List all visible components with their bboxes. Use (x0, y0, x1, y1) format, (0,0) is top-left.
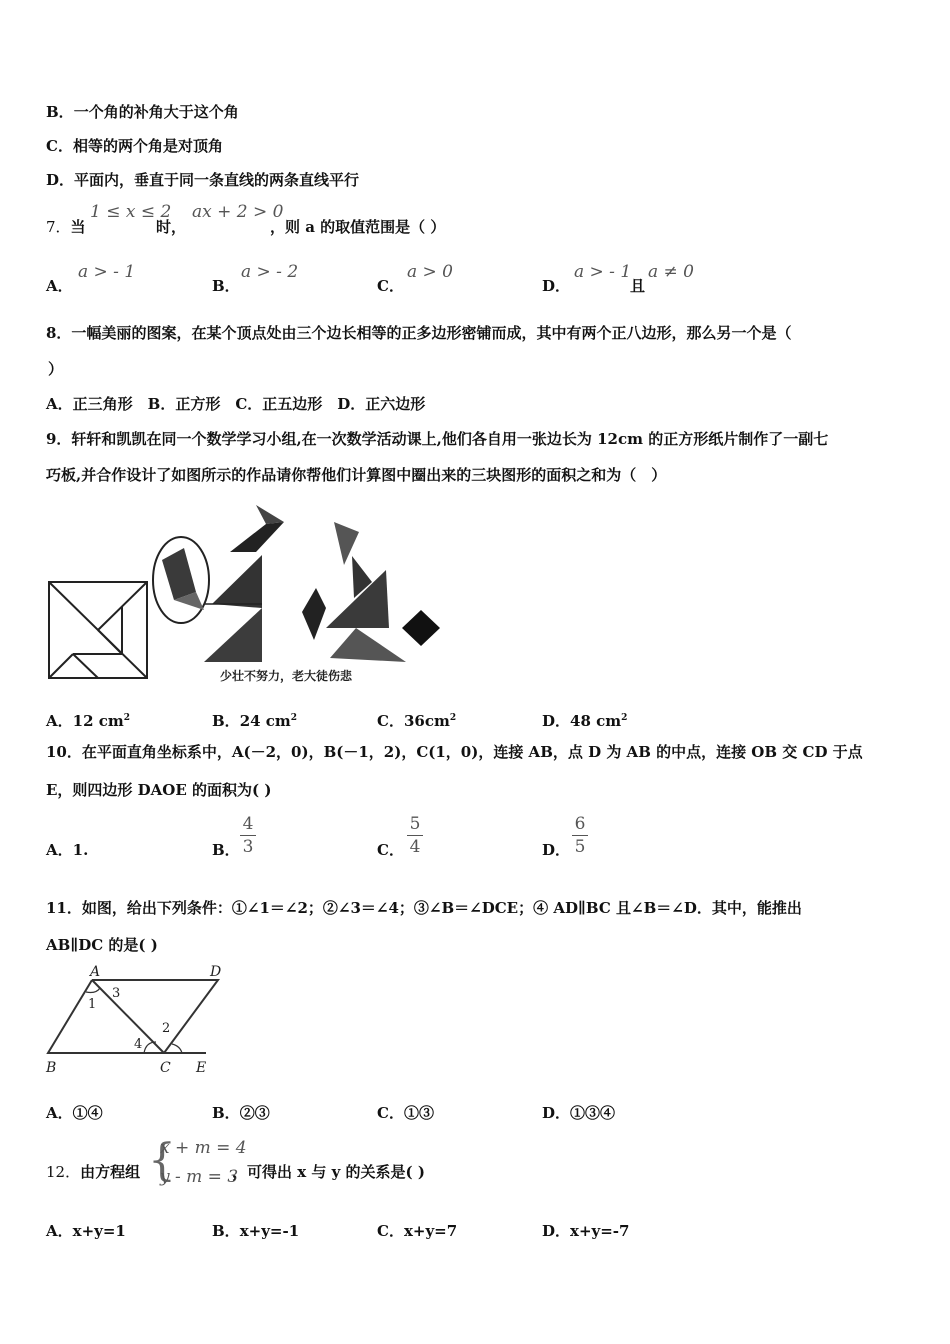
q9-option-a: A．12 $cm^2$ (46, 712, 131, 730)
figure2-arm (302, 588, 326, 640)
q12-stem-end: ，可得出 x 与 y 的关系是( ) (232, 1163, 425, 1181)
q11-option-d: D．①③④ (542, 1104, 616, 1122)
label-e: E (196, 1060, 207, 1076)
tangram-caption: 少壮不努力，老大徒伤悲 (220, 669, 353, 683)
label-c: C (160, 1060, 171, 1076)
figure1-neck (230, 522, 284, 552)
angle-2: 2 (162, 1021, 171, 1036)
q9-option-d: D．48 $cm^2$ (542, 712, 628, 730)
q10-option-b-letter: B． (212, 841, 240, 859)
q7-option-c-letter: C． (377, 277, 404, 295)
q11-stem-line2: AB∥DC 的是( ) (46, 936, 158, 954)
q10-option-b-fraction: 4 3 (238, 814, 258, 857)
parallelogram-figure (40, 960, 230, 1080)
q10-option-c-letter: C． (377, 841, 404, 859)
q12-option-a: A．x+y=1 (46, 1222, 126, 1240)
q8-stem-line1: 8．一幅美丽的图案，在某个顶点处由三个边长相等的正多边形密铺而成，其中有两个正八边形，那么另一个是（ (46, 324, 792, 342)
q12-option-d: D．x+y=-7 (542, 1222, 630, 1240)
q7-option-d-and: 且 (630, 277, 646, 295)
label-d: D (210, 964, 222, 980)
q11-option-b: B．②③ (212, 1104, 270, 1122)
q12-equation-2: y - m = 3 (160, 1167, 239, 1187)
q7-option-b-math: a > - 2 (241, 262, 299, 282)
figure1-head (256, 505, 284, 524)
tangram-square (49, 582, 147, 678)
q7-option-c-math: a > 0 (407, 262, 454, 282)
q7-option-d-math: a > - 1 (574, 262, 632, 282)
figure1-body-upper (212, 555, 262, 608)
label-a: A (90, 964, 101, 980)
q6-option-d: D．平面内，垂直于同一条直线的两条直线平行 (46, 171, 360, 189)
q7-inequality-math: ax + 2 > 0 (192, 202, 284, 222)
q7-option-a-math: a > - 1 (78, 262, 136, 282)
q9-stem-line2: 巧板,并合作设计了如图所示的作品请你帮他们计算图中圈出来的三块图形的面积之和为（ ） (46, 466, 667, 484)
tangram-figure (44, 500, 444, 690)
figure1-body-lower (204, 608, 262, 662)
angle-3: 3 (112, 986, 121, 1001)
q9-stem-line1: 9．轩轩和凯凯在同一个数学学习小组,在一次数学活动课上,他们各自用一张边长为 12cm 的正方形纸片制作了一副七 (46, 430, 829, 448)
circled-parallelogram (162, 548, 196, 600)
q12-equation-1: x + m = 4 (160, 1138, 247, 1158)
q7-option-d-math2: a ≠ 0 (648, 262, 695, 282)
q12-option-c: C．x+y=7 (377, 1222, 458, 1240)
q11-stem-line1: 11．如图，给出下列条件：①∠1＝∠2；②∠3＝∠4；③∠B＝∠DCE；④ AD∥BC 且∠B＝∠D．其中，能推出 (46, 899, 802, 917)
q10-stem-line1: 10．在平面直角坐标系中，A(－2，0)，B(－1，2)，C(1，0)，连接 AB，点 D 为 AB 的中点，连接 OB 交 CD 于点 (46, 743, 863, 761)
q7-condition-math: 1 ≤ x ≤ 2 (90, 202, 172, 222)
figure2-leg (330, 628, 406, 662)
q11-option-c: C．①③ (377, 1104, 434, 1122)
label-b: B (46, 1060, 57, 1076)
q9-option-c: C．$36cm^2$ (377, 712, 457, 730)
q12-option-b: B．x+y=-1 (212, 1222, 300, 1240)
q10-stem-line2: E，则四边形 DAOE 的面积为( ) (46, 781, 272, 799)
figure2-square (402, 610, 440, 646)
q12-system-brace: { (148, 1135, 176, 1186)
q10-option-d-fraction: 6 5 (570, 814, 590, 857)
q7-option-d-letter: D． (542, 277, 571, 295)
angle-4: 4 (134, 1037, 143, 1052)
q10-option-d-letter: D． (542, 841, 571, 859)
q7-stem-mid: 时， (156, 218, 187, 236)
figure2-head (334, 522, 359, 565)
q10-option-a: A．1. (46, 841, 89, 859)
q11-option-a: A．①④ (46, 1104, 103, 1122)
q7-option-a-letter: A． (46, 277, 73, 295)
q10-option-c-fraction: 5 4 (405, 814, 425, 857)
q7-stem-end: ，则 a 的取值范围是（ ） (270, 218, 446, 236)
q8-stem-line2: ） (48, 360, 64, 378)
q8-options: A．正三角形 B．正方形 C．正五边形 D．正六边形 (46, 395, 426, 413)
angle-1: 1 (88, 997, 97, 1012)
q6-option-b: B．一个角的补角大于这个角 (46, 103, 239, 121)
q9-option-b: B．24 $cm^2$ (212, 712, 298, 730)
q6-option-c: C．相等的两个角是对顶角 (46, 137, 223, 155)
q12-stem-start: 12．由方程组 (46, 1163, 141, 1181)
q7-option-b-letter: B． (212, 277, 240, 295)
q7-stem-start: 7．当 (46, 218, 86, 236)
